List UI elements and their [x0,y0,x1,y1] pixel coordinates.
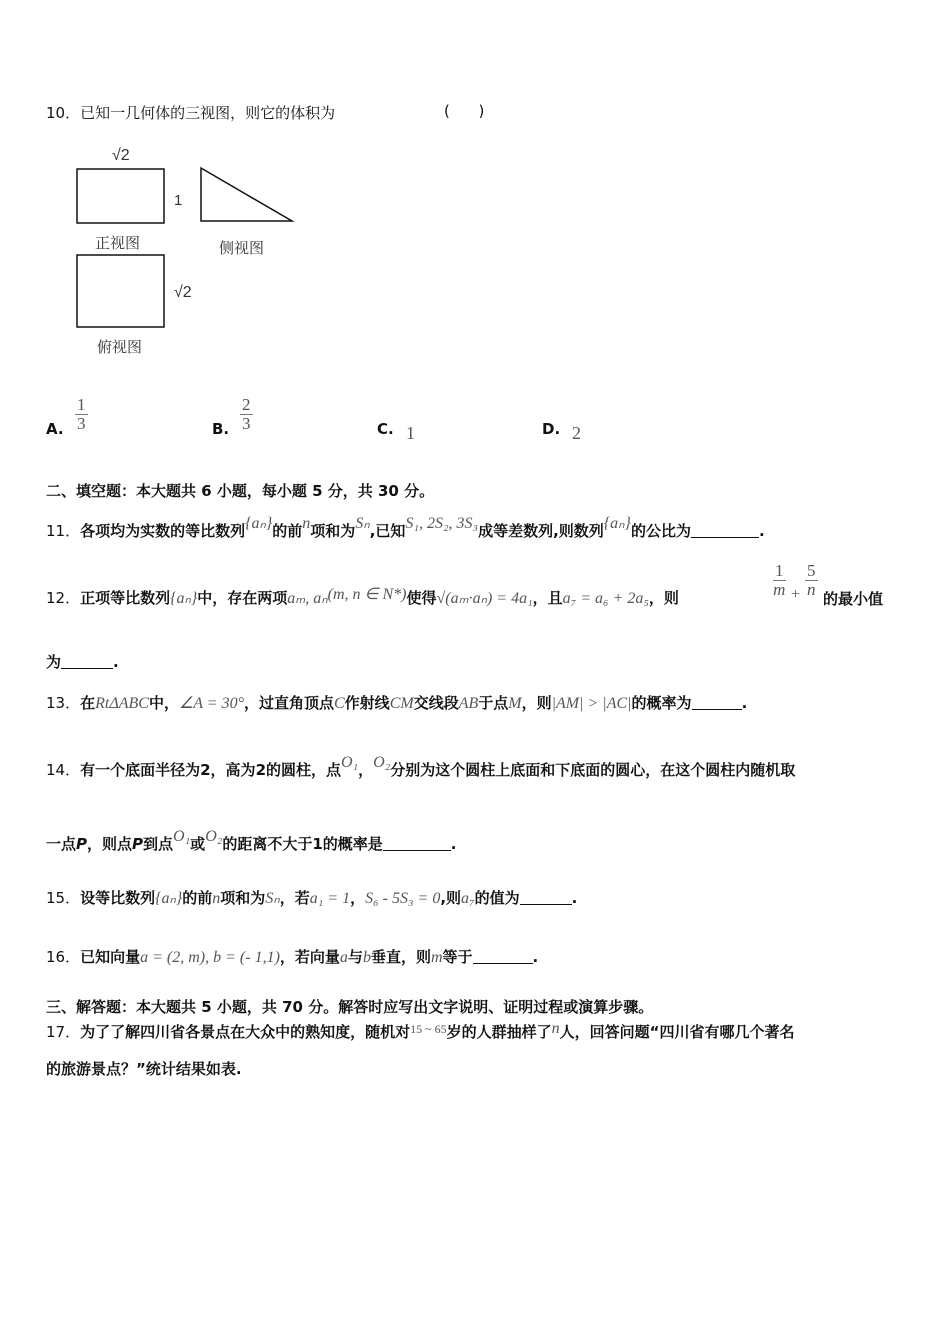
q12-tail: 的最小值 [823,590,884,608]
label-front-view: 正视图 [95,234,141,252]
q15-blank [520,890,572,905]
question-14: 14．有一个底面半径为2，高为2的圆柱，点O₁，O₂分别为这个圆柱上底面和下底面的圆心，在这个圆柱内随机取 [46,754,796,779]
option-d-value: 2 [572,423,581,443]
question-11: 11．各项均为实数的等比数列{aₙ}的前n项和为Sₙ,已知S₁, 2S₂, 3S₃成等差数列,则数列{aₙ}的公比为 . [46,515,765,540]
q14-blank [383,836,451,851]
option-a-label: A. [46,420,64,438]
question-17: 17．为了了解四川省各景点在大众中的熟知度，随机对$^{15 \sim 65}$岁的人群抽样了n人，回答问题“四川省有哪几个著名 [46,1020,795,1041]
label-side-view: 侧视图 [219,239,265,257]
q10-number: 10． [46,104,81,122]
q11-blank [691,523,759,538]
fig-bottom-dim: √2 [174,284,192,301]
question-17-line2: 的旅游景点？”统计结果如表. [46,1060,242,1078]
option-b-num: 2 [242,395,251,414]
section-3-heading: 三、解答题：本大题共 5 小题，共 70 分。解答时应写出文字说明、证明过程或演算步骤。 [46,998,654,1016]
q12-plus: + [791,586,801,603]
option-b-label: B. [212,420,230,438]
q13-blank [692,695,742,710]
option-b-value [240,396,253,433]
question-16: 16．已知向量a = (2, m), b = (- 1,1)，若向量a与b垂直，则m等于 . [46,948,539,966]
fig-side-dim: 1 [174,192,183,209]
option-a-value [75,396,88,433]
fig-top-dim: √2 [112,147,130,164]
option-c-value: 1 [406,423,415,443]
question-12-line2: 为 . [46,653,119,671]
three-view-figure [60,135,320,365]
side-view-triangle [201,168,292,221]
top-view-rect [77,255,164,327]
q10-bracket: ( ) [444,102,485,120]
question-12: 12．正项等比数列{aₙ}中，存在两项aₘ, aₙ(m, n ∈ N*)使得√(aₘ·aₙ) = 4a₁，且a₇ = a₆ + 2a₅，则 [46,586,679,607]
q12-frac-1: $\frac{1}{m}$ [773,561,786,599]
label-top-view: 俯视图 [97,338,143,356]
option-a-num: 1 [77,395,86,414]
option-c-label: C. [377,420,394,438]
q12-blank [61,654,113,669]
question-10 [46,102,485,123]
option-d-label: D. [542,420,561,438]
question-14-line2: 一点P，则点P到点O₁或O₂的距离不大于1的概率是 . [46,828,457,853]
section-2-heading: 二、填空题：本大题共 6 小题，每小题 5 分，共 30 分。 [46,482,435,500]
front-view-rect [77,169,164,223]
question-15: 15．设等比数列{aₙ}的前n项和为Sₙ，若a₁ = 1，S₆ - 5S₃ = 0,则a₇的值为 . [46,889,578,907]
q12-frac-2: $\frac{5}{n}$ [807,561,816,599]
q10-text: 已知一几何体的三视图，则它的体积为 [80,104,336,122]
question-13: 13．在RtΔABC中，∠A = 30°，过直角顶点C作射线CM交线段AB于点M，则|AM| > |AC|的概率为 . [46,694,748,712]
option-b-den: 3 [242,413,251,433]
option-a-den: 3 [77,413,86,433]
q16-blank [473,949,533,964]
